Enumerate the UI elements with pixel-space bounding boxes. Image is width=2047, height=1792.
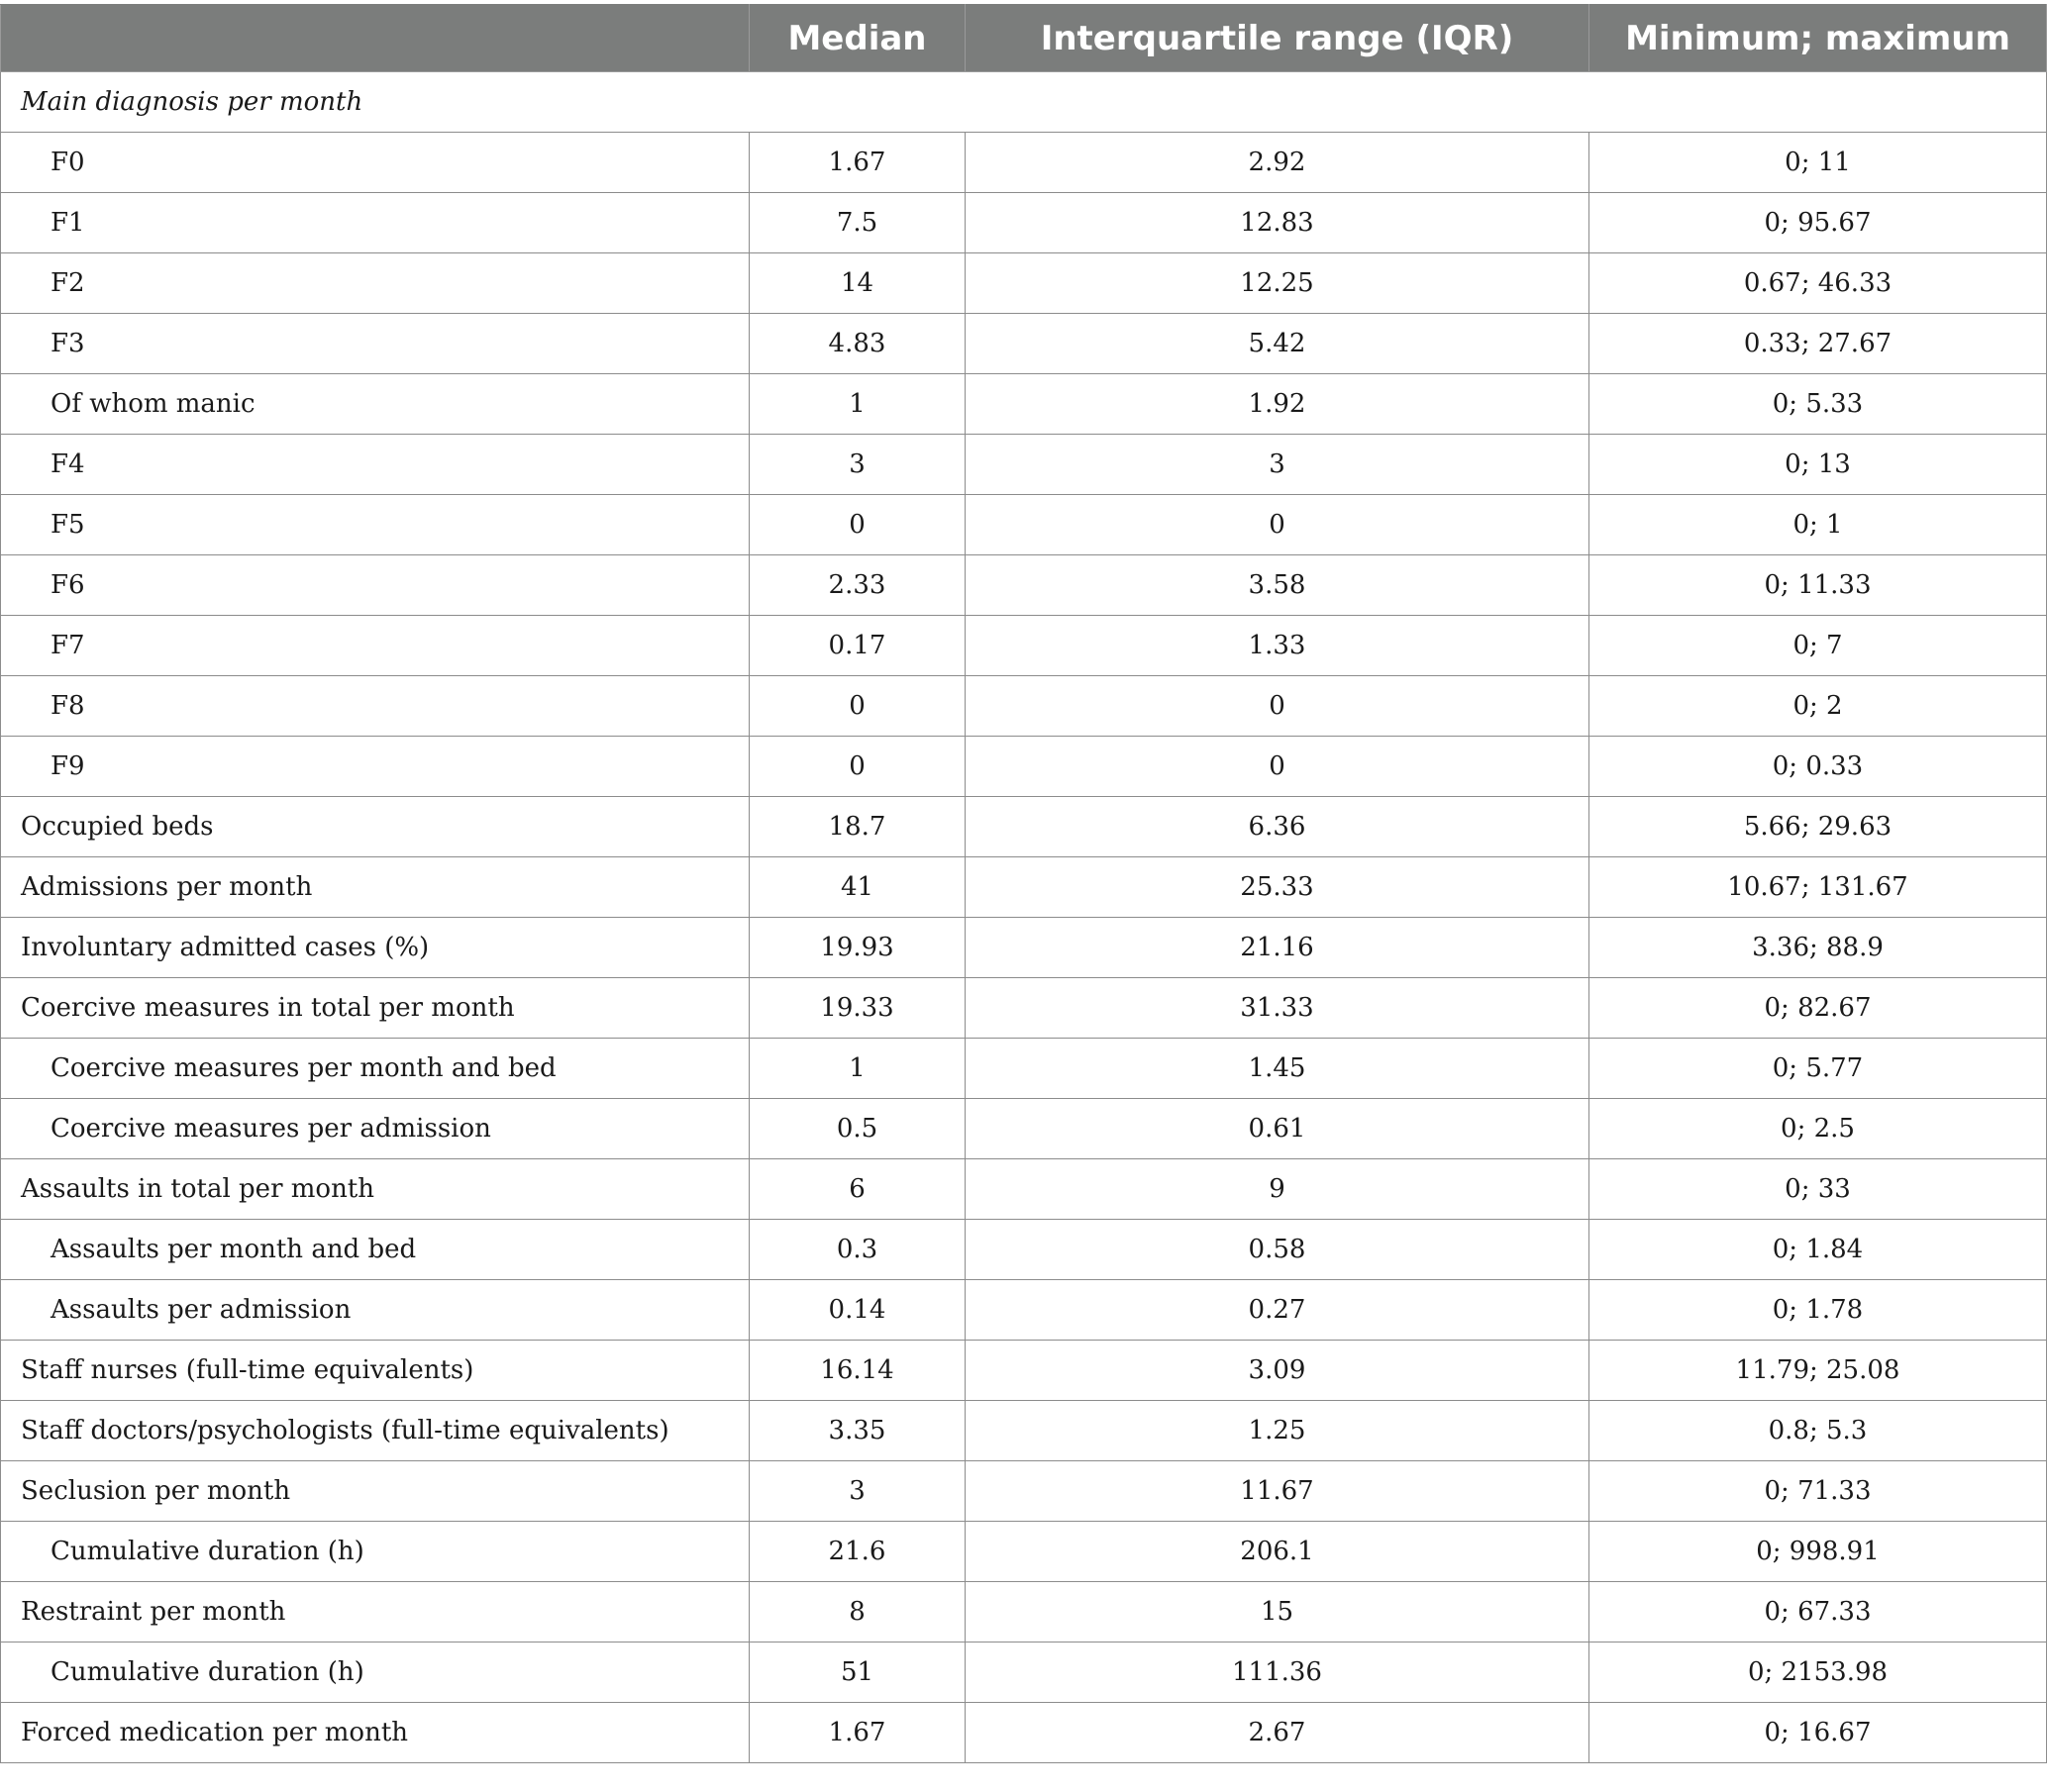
row-label: Coercive measures per admission: [1, 1099, 750, 1159]
min-max-cell: 0; 2.5: [1589, 1099, 2047, 1159]
table-row: [1, 676, 2047, 737]
row-label: Occupied beds: [1, 797, 750, 857]
table-row: [1, 1582, 2047, 1643]
row-label: F2: [1, 253, 750, 314]
row-label: F3: [1, 314, 750, 374]
median-cell: 0: [750, 737, 966, 797]
iqr-cell: 5.42: [966, 314, 1589, 374]
median-cell: 51: [750, 1643, 966, 1703]
min-max-cell: 0; 82.67: [1589, 978, 2047, 1039]
row-label: F0: [1, 133, 750, 193]
header-row: [1, 5, 2047, 72]
median-cell: 0.5: [750, 1099, 966, 1159]
iqr-cell: 11.67: [966, 1461, 1589, 1522]
header-median: Median: [750, 5, 966, 72]
iqr-cell: 111.36: [966, 1643, 1589, 1703]
min-max-cell: 0; 95.67: [1589, 193, 2047, 253]
iqr-cell: 3: [966, 435, 1589, 495]
table-row: [1, 1099, 2047, 1159]
header-min-max: Minimum; maximum: [1589, 5, 2047, 72]
row-label: Cumulative duration (h): [1, 1643, 750, 1703]
row-label: F5: [1, 495, 750, 555]
iqr-cell: 21.16: [966, 918, 1589, 978]
min-max-cell: 5.66; 29.63: [1589, 797, 2047, 857]
iqr-cell: 0: [966, 737, 1589, 797]
min-max-cell: 0; 67.33: [1589, 1582, 2047, 1643]
table-row: [1, 1461, 2047, 1522]
row-label: F1: [1, 193, 750, 253]
median-cell: 3: [750, 435, 966, 495]
median-cell: 18.7: [750, 797, 966, 857]
min-max-cell: 0.8; 5.3: [1589, 1401, 2047, 1461]
iqr-cell: 12.83: [966, 193, 1589, 253]
min-max-cell: 0; 33: [1589, 1159, 2047, 1220]
iqr-cell: 1.45: [966, 1039, 1589, 1099]
table-row: [1, 1401, 2047, 1461]
median-cell: 0.14: [750, 1280, 966, 1341]
row-label: Staff nurses (full-time equivalents): [1, 1341, 750, 1401]
min-max-cell: 0; 5.77: [1589, 1039, 2047, 1099]
median-cell: 14: [750, 253, 966, 314]
median-cell: 2.33: [750, 555, 966, 616]
table-row: [1, 737, 2047, 797]
min-max-cell: 0; 1.78: [1589, 1280, 2047, 1341]
iqr-cell: 0: [966, 676, 1589, 737]
min-max-cell: 0.67; 46.33: [1589, 253, 2047, 314]
row-label: F4: [1, 435, 750, 495]
min-max-cell: 10.67; 131.67: [1589, 857, 2047, 918]
iqr-cell: 2.67: [966, 1703, 1589, 1763]
row-label: F8: [1, 676, 750, 737]
min-max-cell: 0; 16.67: [1589, 1703, 2047, 1763]
min-max-cell: 0; 1: [1589, 495, 2047, 555]
min-max-cell: 0; 998.91: [1589, 1522, 2047, 1582]
table-row: [1, 435, 2047, 495]
min-max-cell: 0.33; 27.67: [1589, 314, 2047, 374]
row-label: Assaults in total per month: [1, 1159, 750, 1220]
min-max-cell: 0; 13: [1589, 435, 2047, 495]
iqr-cell: 1.33: [966, 616, 1589, 676]
iqr-cell: 0.61: [966, 1099, 1589, 1159]
header-label-column: [1, 5, 750, 72]
iqr-cell: 15: [966, 1582, 1589, 1643]
min-max-cell: 0; 7: [1589, 616, 2047, 676]
min-max-cell: 0; 71.33: [1589, 1461, 2047, 1522]
table-row: [1, 555, 2047, 616]
median-cell: 1: [750, 1039, 966, 1099]
table-body: [1, 72, 2047, 1763]
table-row: [1, 1039, 2047, 1099]
median-cell: 7.5: [750, 193, 966, 253]
table-row: [1, 797, 2047, 857]
table-row: [1, 1341, 2047, 1401]
table-header: [1, 5, 2047, 72]
median-cell: 1.67: [750, 133, 966, 193]
table-row: [1, 133, 2047, 193]
iqr-cell: 0.58: [966, 1220, 1589, 1280]
table-row: [1, 314, 2047, 374]
table-row: [1, 1280, 2047, 1341]
row-label: F6: [1, 555, 750, 616]
median-cell: 41: [750, 857, 966, 918]
min-max-cell: 0; 0.33: [1589, 737, 2047, 797]
iqr-cell: 1.92: [966, 374, 1589, 435]
median-cell: 0.3: [750, 1220, 966, 1280]
table-row: [1, 1703, 2047, 1763]
table-row: [1, 857, 2047, 918]
row-label: Restraint per month: [1, 1582, 750, 1643]
median-cell: 21.6: [750, 1522, 966, 1582]
median-cell: 6: [750, 1159, 966, 1220]
statistics-table: [0, 4, 2047, 1763]
row-label: Assaults per month and bed: [1, 1220, 750, 1280]
row-label: Forced medication per month: [1, 1703, 750, 1763]
iqr-cell: 2.92: [966, 133, 1589, 193]
row-label: Seclusion per month: [1, 1461, 750, 1522]
row-label: F9: [1, 737, 750, 797]
row-label: Coercive measures in total per month: [1, 978, 750, 1039]
table-row: [1, 193, 2047, 253]
median-cell: 0: [750, 495, 966, 555]
min-max-cell: 0; 2: [1589, 676, 2047, 737]
table-row: [1, 374, 2047, 435]
table-row: [1, 616, 2047, 676]
min-max-cell: 0; 2153.98: [1589, 1643, 2047, 1703]
table-row: [1, 1159, 2047, 1220]
median-cell: 16.14: [750, 1341, 966, 1401]
iqr-cell: 3.58: [966, 555, 1589, 616]
median-cell: 8: [750, 1582, 966, 1643]
iqr-cell: 25.33: [966, 857, 1589, 918]
median-cell: 4.83: [750, 314, 966, 374]
median-cell: 19.33: [750, 978, 966, 1039]
table-row: [1, 918, 2047, 978]
median-cell: 0.17: [750, 616, 966, 676]
row-label: Coercive measures per month and bed: [1, 1039, 750, 1099]
iqr-cell: 12.25: [966, 253, 1589, 314]
median-cell: 19.93: [750, 918, 966, 978]
iqr-cell: 0.27: [966, 1280, 1589, 1341]
table-row: [1, 978, 2047, 1039]
table-row: [1, 1522, 2047, 1582]
iqr-cell: 206.1: [966, 1522, 1589, 1582]
table-row: [1, 495, 2047, 555]
iqr-cell: 6.36: [966, 797, 1589, 857]
section-label: Main diagnosis per month: [1, 72, 2047, 133]
table-row: [1, 1643, 2047, 1703]
min-max-cell: 11.79; 25.08: [1589, 1341, 2047, 1401]
iqr-cell: 0: [966, 495, 1589, 555]
row-label: Admissions per month: [1, 857, 750, 918]
section-row: [1, 72, 2047, 133]
row-label: Cumulative duration (h): [1, 1522, 750, 1582]
iqr-cell: 3.09: [966, 1341, 1589, 1401]
median-cell: 1: [750, 374, 966, 435]
row-label: Staff doctors/psychologists (full-time equivalents): [1, 1401, 750, 1461]
table-row: [1, 1220, 2047, 1280]
row-label: F7: [1, 616, 750, 676]
iqr-cell: 9: [966, 1159, 1589, 1220]
min-max-cell: 0; 5.33: [1589, 374, 2047, 435]
min-max-cell: 0; 11: [1589, 133, 2047, 193]
min-max-cell: 3.36; 88.9: [1589, 918, 2047, 978]
row-label: Of whom manic: [1, 374, 750, 435]
row-label: Involuntary admitted cases (%): [1, 918, 750, 978]
iqr-cell: 31.33: [966, 978, 1589, 1039]
min-max-cell: 0; 1.84: [1589, 1220, 2047, 1280]
median-cell: 3.35: [750, 1401, 966, 1461]
median-cell: 3: [750, 1461, 966, 1522]
row-label: Assaults per admission: [1, 1280, 750, 1341]
median-cell: 1.67: [750, 1703, 966, 1763]
min-max-cell: 0; 11.33: [1589, 555, 2047, 616]
table-row: [1, 253, 2047, 314]
header-iqr: Interquartile range (IQR): [966, 5, 1589, 72]
median-cell: 0: [750, 676, 966, 737]
iqr-cell: 1.25: [966, 1401, 1589, 1461]
